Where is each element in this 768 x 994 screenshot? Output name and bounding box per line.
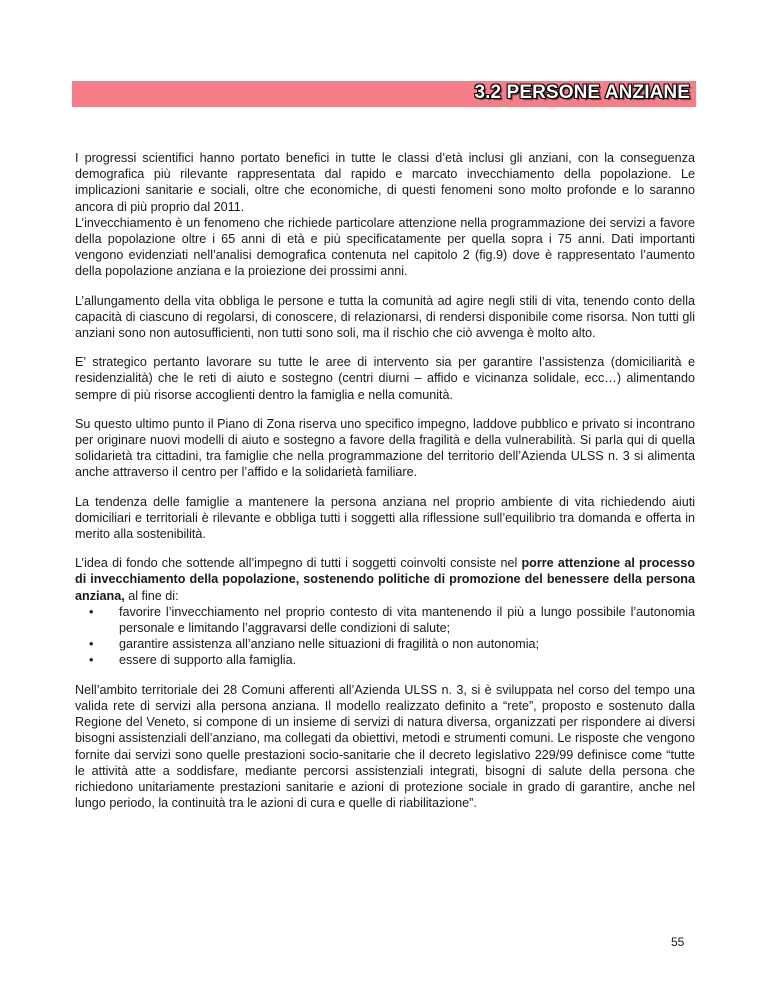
document-body [75, 150, 695, 824]
bullet-icon: • [89, 637, 94, 652]
paragraph-5: Su questo ultimo punto il Piano di Zona riserva uno specifico impegno, laddove pubblico e privato si incontrano per originare nuovi modelli di aiuto e sostegno a favore della fragilità e della vulnerabilità. Si parla qui di quella solidarietà tra cittadini, tra famiglie che nella programmazione del territorio dell’Azienda ULSS n. 3 si alimenta anche attraverso il centro per l’affido e la solidarietà familiare. [75, 416, 695, 480]
page-number: 55 [671, 935, 685, 949]
paragraph-closing: Nell’ambito territoriale dei 28 Comuni afferenti all’Azienda ULSS n. 3, si è sviluppata nel corso del tempo una valida rete di servizi alla persona anziana. Il modello realizzato definito a “rete”, proposto e sostenuto dalla Regione del Veneto, si compone di un insieme di servizi di natura diversa, organizzati per rispondere ai diversi bisogni assistenziali dell’anziano, ma collegati da obiettivi, metodi e strumenti comuni. Le risposte che vengono fornite dai servizi sono quelle prestazioni socio-sanitarie che il decreto legislativo 229/99 definisce come “tutte le attività atte a soddisfare, mediante percorsi assistenziali integrati, bisogni di salute della persona che richiedono unitariamente prestazioni sanitarie e azioni di protezione sociale in grado di garantire, anche nel lungo periodo, la continuità tra le azioni di cura e quelle di riabilitazione”. [75, 682, 695, 811]
idea-bold: porre attenzione al processo di invecchiamento della popolazione, sostenendo politiche di promozione del benessere della persona anziana, [75, 556, 696, 603]
paragraph-idea [75, 555, 695, 604]
goals-list [75, 604, 695, 669]
paragraph-3: L’allungamento della vita obbliga le persone e tutta la comunità ad agire negli stili di vita, tenendo conto della capacità di ciascuno di regolarsi, di conoscere, di relazionarsi, di rendersi disponibile come risorsa. Non tutti gli anziani sono non autosufficienti, non tutti sono soli, ma il rischio che ciò avvenga è molto alto. [75, 293, 695, 341]
bullet-icon: • [89, 653, 94, 668]
paragraph-2: L’invecchiamento è un fenomeno che richiede particolare attenzione nella programmazione dei servizi a favore della popolazione oltre i 65 anni di età e più specificatamente per quella sopra i 75 anni. Dati importanti vengono evidenziati nell’analisi demografica contenuta nel capitolo 2 (fig.9) dove è rappresentato l’aumento della popolazione anziana e la proiezione dei prossimi anni. [75, 215, 695, 279]
bullet-icon: • [89, 604, 94, 619]
paragraph-4: E’ strategico pertanto lavorare su tutte le aree di intervento sia per garantire l’assistenza (domiciliarità e residenzialità) che le reti di aiuto e sostegno (centri diurni – affido e vicinanza solidale, ecc…) alimentando sempre di più risorse accoglienti dentro la famiglia e nella comunità. [75, 355, 695, 402]
section-title: 3.2 PERSONE ANZIANE [474, 82, 690, 103]
idea-tail: al fine di: [124, 588, 179, 603]
paragraph-6: La tendenza delle famiglie a mantenere la persona anziana nel proprio ambiente di vita richiedendo aiuti domiciliari e territoriali è rilevante e obbliga tutti i soggetti alla riflessione sull’equilibrio tra domanda e offerta in merito alla sostenibilità. [75, 494, 695, 542]
list-item: • favorire l’invecchiamento nel proprio contesto di vita mantenendo il più a lungo possibile l’autonomia personale e limitando l’aggravarsi delle condizioni di salute; [89, 604, 695, 636]
list-item: • essere di supporto alla famiglia. [89, 653, 297, 668]
paragraph-1: I progressi scientifici hanno portato benefici in tutte le classi d’età inclusi gli anziani, con la conseguenza demografica più rilevante rappresentata dal rapido e marcato invecchiamento della popolazione. Le implicazioni sanitarie e sociali, oltre che economiche, di questi fenomeni sono molto profonde e lo saranno ancora di più proprio dal 2011. [75, 151, 695, 214]
idea-lead: L’idea di fondo che sottende all’impegno di tutti i soggetti coinvolti consiste nel [75, 556, 522, 571]
section-header-band [72, 81, 696, 107]
list-item: • garantire assistenza all’anziano nelle situazioni di fragilità o non autonomia; [89, 637, 540, 652]
